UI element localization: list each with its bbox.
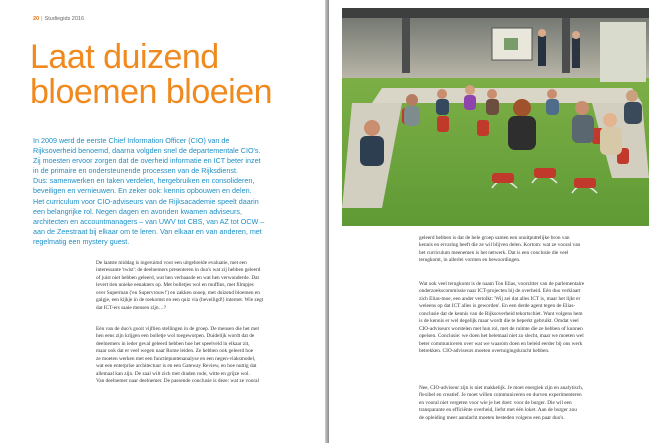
body-line: maar ook dat er veel wegen naar Rome leiden. Ze hebben ook geleerd hoe — [96, 348, 254, 355]
body-line: betrekken. CIO-adviseurs moeten overtuigingskracht hebben. — [419, 348, 550, 355]
headline-line-2: bloemen bloeien — [30, 73, 273, 111]
intro-line: aan de Zeestraat bij elkaar om te leren. Van elkaar en van anderen, met — [33, 226, 262, 236]
body-line: flexibel en creatief. Je moet willen communiceren en durven experimenteren — [419, 392, 582, 399]
body-line: conclusie dat de kennis van de Rijksoverheid tekortschiet. Want volgens hem — [419, 310, 583, 317]
body-line: interessante 'twist': de deelnemers presenteren in duo's wat zij hebben geleerd — [96, 267, 261, 274]
body-line: deelnemers in ieder geval geleerd hebben hoe het speelveld in elkaar zit, — [96, 340, 250, 347]
intro-line: Rijksoverheid benoemd, daarna volgden snel de departementale CIO's. — [33, 146, 261, 156]
body-paragraph-2 — [96, 326, 306, 386]
headline-line-1: Laat duizend — [30, 38, 219, 76]
body-line: ze moeten werken met een functiepuntenanalyse en een negen-vlaksmodel, — [96, 355, 256, 362]
body-line: beter communiceren over wat we waarom doen en beleid eerder bij ons werk — [419, 340, 583, 347]
body-line: kennis en ervaring heeft die ze wil blijven delen. Kortom: wat ze vooral van — [419, 242, 581, 249]
body-line: galgje, een kijkje in de toekomst en een quiz via (beveiligd!) internet. Wie zegt — [96, 297, 264, 304]
publication-name: Studiegids 2016 — [44, 16, 85, 22]
intro-line: Dus: samenwerken en taken verdelen, hergebruiken en consolideren, — [33, 176, 255, 186]
folio — [33, 16, 84, 22]
intro-line: regelmatig een mystery guest. — [33, 236, 130, 246]
body-line: geleerd hebben is dat de hele groep samen een onuitputtelijke bron van — [419, 235, 570, 241]
body-line: over Superman ('en Supervrouw!') en zakken snoep, met duizend bloemen en — [96, 289, 260, 296]
photo-classroom-icon — [342, 8, 649, 226]
folio-separator: | — [41, 16, 43, 22]
body-line: wat een enterprise architectuur is en een Gateway Review, en hoe nuttig dat — [96, 363, 257, 370]
body-line: is de kennis er wel degelijk maar wordt die te beperkt gebruikt. Omdat veel — [419, 318, 579, 325]
page-number: 20 — [33, 16, 40, 22]
body-line: transparante en efficiënte overheid, liefst met één loket. Aan de burger zou — [419, 407, 577, 414]
body-line: dat ICT-ers saaie mensen zijn…? — [96, 304, 167, 311]
body-line: Wat ook veel terugkomt is de naam Ton Elias, voorzitter van de parlementaire — [419, 281, 585, 287]
body-line: CIO-adviseurs worstelen met hun rol, met de ruimte die ze hebben of kunnen — [419, 325, 583, 332]
body-line: of juist niet hebben geleerd, wat hen verbaasde en wat hen verwonderde. Dat — [96, 274, 259, 281]
body-line: Van deelnemer naar deelnemer. De passende conclusie is deze: wat ze vooral — [96, 378, 259, 385]
body-line: levert tien unieke eenakters op. Met bolletjes wol en muffins, met filmpjes — [96, 282, 254, 289]
intro-line: architecten en accountmanagers – van UWV tot CBS, van AZ tot OCW – — [33, 216, 265, 226]
body-line: terugkomt, in allerlei vormen en bewoordingen. — [419, 257, 521, 264]
headline — [30, 40, 320, 110]
body-line: Eén van de duo's gooit vijftien stellingen in de groep. De mensen die het met — [96, 326, 259, 332]
intro-line: In 2009 werd de eerste Chief Information Officer (CIO) van de — [33, 136, 230, 145]
body-paragraph-5 — [419, 385, 639, 422]
body-paragraph-3 — [419, 235, 639, 265]
intro-line: Het curriculum voor CIO-adviseurs van de Rijksacademie speelt daarin — [33, 196, 259, 206]
intro-line: in de primaire en ondersteunende processen van de Rijksdienst. — [33, 166, 238, 176]
body-line: de opleiding meer aandacht moeten besteden volgens een paar duo's. — [419, 414, 565, 421]
body-paragraph-4 — [419, 281, 639, 356]
intro-line: een belangrijke rol. Negen dagen en avonden kwamen adviseurs, — [33, 206, 242, 216]
intro-paragraph — [33, 136, 323, 247]
body-line: Nee, CIO-adviseur zijn is niet makkelijk. Je moet energiek zijn en analytisch, — [419, 385, 584, 391]
intro-line: beveiligen en vernieuwen. En zeker ook: kennis opbouwen en delen. — [33, 186, 252, 196]
left-page — [0, 0, 325, 443]
body-line: zich Elias-moe, een ander vertolkt: 'Wij zei dat alles ICT is, maar het lijkt er — [419, 295, 581, 302]
body-line: De laatste middag is ingeruimd voor een uitgebreide evaluatie, met een — [96, 260, 247, 266]
right-page — [329, 0, 657, 443]
body-line: onderzoekscommissie naar ICT-projecten bij de overheid. Eén duo verklaart — [419, 288, 581, 295]
body-line: weleens op dat ICT alles is geworden'. En een derde agent tegen de Elias- — [419, 303, 576, 310]
body-line: hen eens zijn krijgen een bolletje wol toegeworpen. Duidelijk wordt dat de — [96, 333, 255, 340]
body-line: het curriculum meenemen is het netwerk. Dat is een conclusie die veel — [419, 249, 569, 256]
body-line: opeisen. Conclusie: we doen het helemaal niet zo slecht, maar we moeten wel — [419, 333, 584, 340]
body-paragraph-1 — [96, 260, 306, 312]
body-line: en vooral niet vergeten voor wie je het doet: voor de burger. Die wil een — [419, 399, 572, 406]
classroom-photo — [342, 8, 649, 226]
body-line: allemaal kan zijn. De zaal wilt zich met draden rode, witte en grijze wol. — [96, 370, 250, 377]
intro-line: Zij moesten ervoor zorgen dat de overheid informatie en ICT beter inzet — [33, 156, 261, 166]
